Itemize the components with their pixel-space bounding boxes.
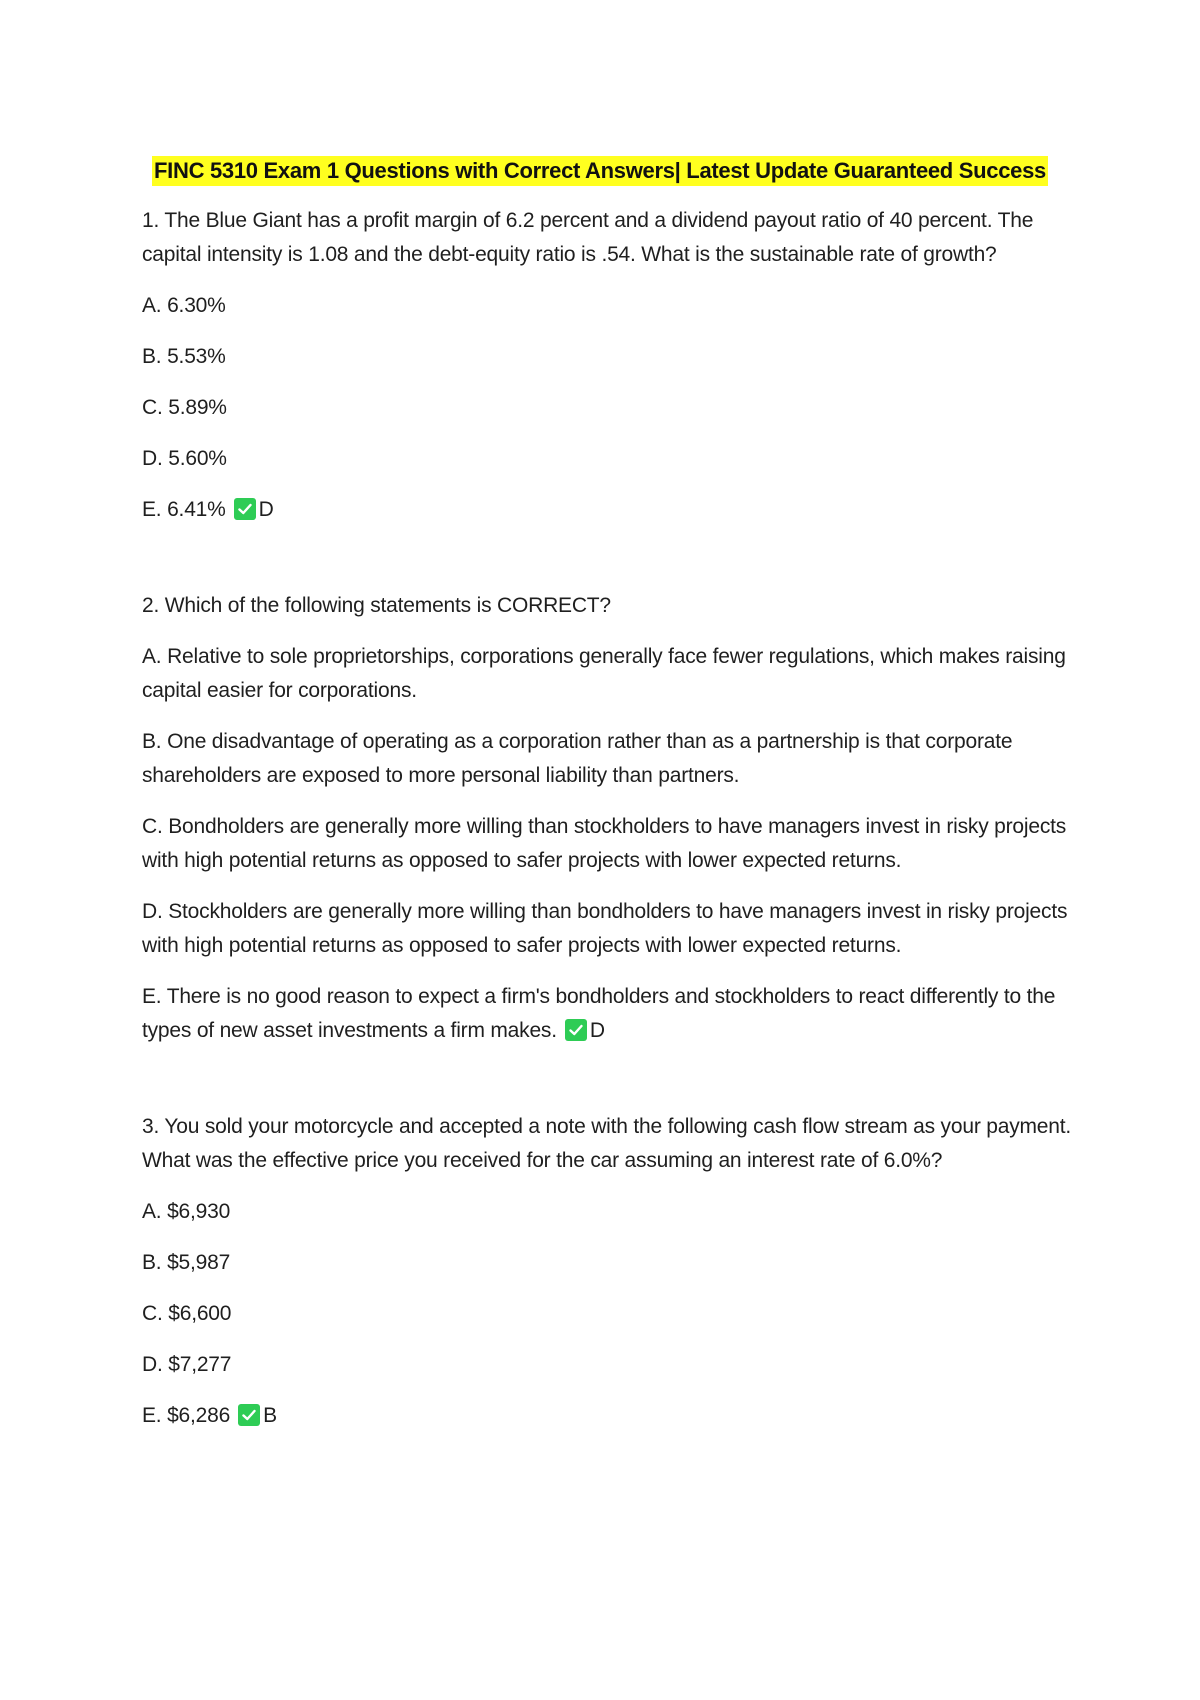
option-a: A. Relative to sole proprietorships, corporations generally face fewer regulations, which makes raising capital easier for corporations. bbox=[142, 645, 1066, 702]
question-block-2 bbox=[142, 589, 1072, 1048]
option-a: A. $6,930 bbox=[142, 1200, 231, 1223]
option-c: C. $6,600 bbox=[142, 1302, 232, 1325]
option-d: D. $7,277 bbox=[142, 1353, 232, 1376]
document-title: FINC 5310 Exam 1 Questions with Correct Answers| Latest Update Guaranteed Success bbox=[152, 156, 1048, 186]
question-block-3 bbox=[142, 1110, 1072, 1433]
check-mark-icon bbox=[565, 1019, 587, 1041]
option-b: B. $5,987 bbox=[142, 1251, 231, 1274]
question-text: 3. You sold your motorcycle and accepted a note with the following cash flow stream as your payment. What was the effective price you received for the car assuming an interest rate of 6.0%? bbox=[142, 1115, 1072, 1172]
check-mark-icon bbox=[234, 498, 256, 520]
option-c: C. 5.89% bbox=[142, 396, 227, 419]
option-e-with-answer bbox=[142, 980, 1072, 1048]
question-text: 2. Which of the following statements is CORRECT? bbox=[142, 594, 611, 617]
option-e-with-answer bbox=[142, 493, 1072, 527]
option-e: E. There is no good reason to expect a firm's bondholders and stockholders to react differently to the types of new asset investments a firm makes. bbox=[142, 985, 1056, 1042]
option-e: E. $6,286 bbox=[142, 1404, 231, 1427]
check-mark-icon bbox=[238, 1404, 260, 1426]
option-d: D. Stockholders are generally more willing than bondholders to have managers invest in risky projects with high potential returns as opposed to safer projects with lower expected returns. bbox=[142, 900, 1068, 957]
option-b: B. 5.53% bbox=[142, 345, 226, 368]
option-b: B. One disadvantage of operating as a corporation rather than as a partnership is that corporate shareholders are exposed to more personal liability than partners. bbox=[142, 730, 1013, 787]
option-e: E. 6.41% bbox=[142, 498, 226, 521]
question-block-1 bbox=[142, 204, 1072, 527]
question-text: 1. The Blue Giant has a profit margin of 6.2 percent and a dividend payout ratio of 40 percent. The capital intensity is 1.08 and the debt-equity ratio is .54. What is the sustainable rate of growth? bbox=[142, 209, 1034, 266]
title-wrap bbox=[0, 156, 1200, 186]
document-content bbox=[142, 204, 1072, 1450]
option-a: A. 6.30% bbox=[142, 294, 226, 317]
correct-answer: B bbox=[263, 1404, 277, 1427]
option-e-with-answer bbox=[142, 1399, 1072, 1433]
option-c: C. Bondholders are generally more willing than stockholders to have managers invest in risky projects with high potential returns as opposed to safer projects with lower expected returns. bbox=[142, 815, 1067, 872]
correct-answer: D bbox=[258, 498, 274, 521]
option-d: D. 5.60% bbox=[142, 447, 227, 470]
correct-answer: D bbox=[589, 1019, 605, 1042]
